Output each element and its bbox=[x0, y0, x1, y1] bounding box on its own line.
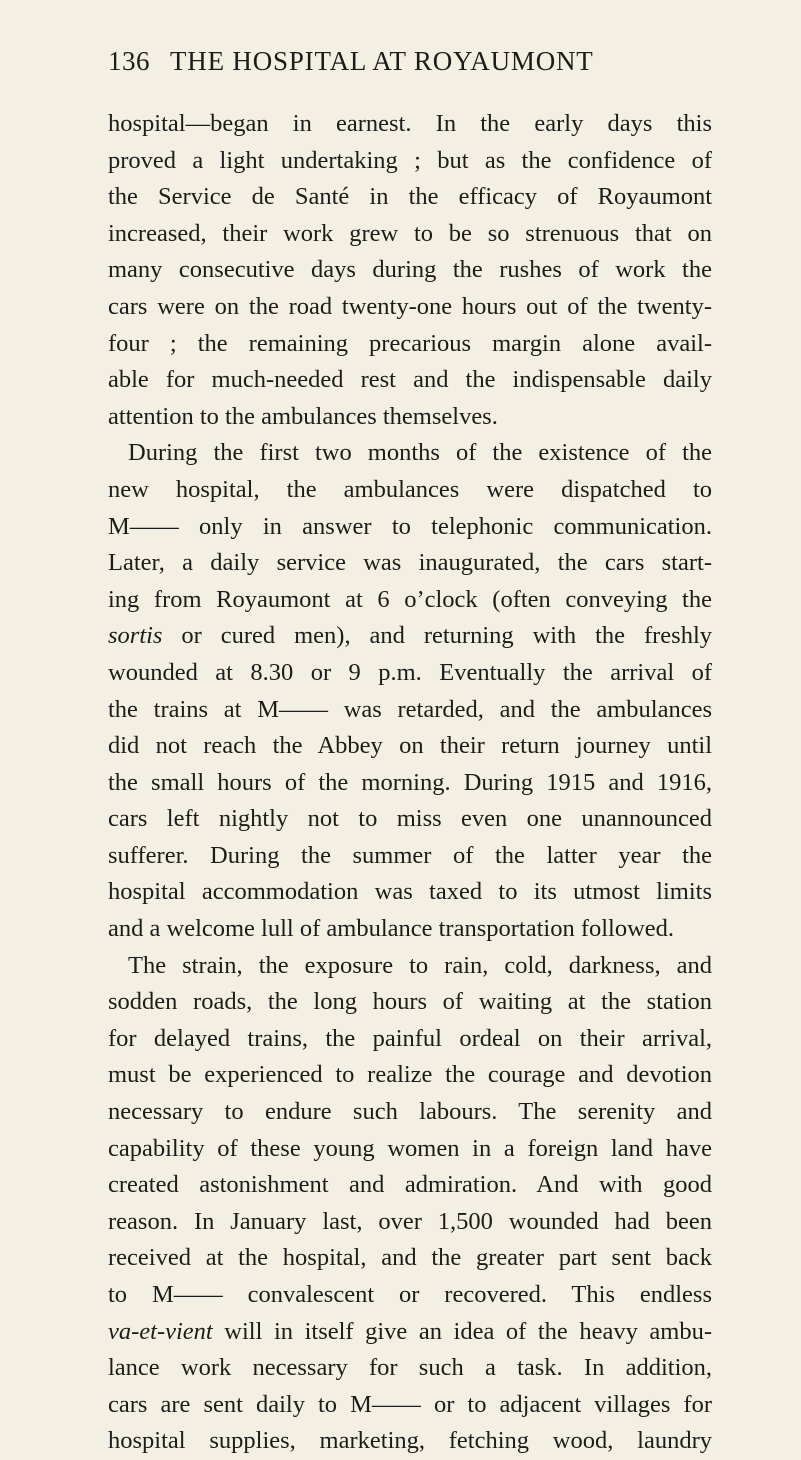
italic-text: sortis bbox=[108, 622, 163, 650]
text-segment: the trains at M—— was retarded, and the ambulances bbox=[108, 695, 712, 723]
text-line bbox=[108, 252, 712, 289]
italic-text: va-et-vient bbox=[108, 1317, 213, 1345]
text-line bbox=[108, 179, 712, 216]
text-segment: necessary to endure such labours. The serenity and bbox=[108, 1098, 712, 1126]
text-line bbox=[108, 1277, 712, 1314]
text-line bbox=[108, 692, 712, 729]
text-line bbox=[108, 1240, 712, 1277]
text-segment: for delayed trains, the painful ordeal on their arrival, bbox=[108, 1024, 712, 1052]
text-segment: able for much-needed rest and the indispensable daily bbox=[108, 366, 712, 394]
text-segment: cars were on the road twenty-one hours out of the twenty- bbox=[108, 292, 712, 320]
text-segment: sodden roads, the long hours of waiting at the station bbox=[108, 988, 712, 1016]
text-line bbox=[108, 1204, 712, 1241]
text-segment: did not reach the Abbey on their return journey until bbox=[108, 732, 712, 760]
text-line bbox=[108, 1094, 712, 1131]
text-segment: capability of these young women in a foreign land have bbox=[108, 1134, 712, 1162]
text-segment: cars left nightly not to miss even one unannounced bbox=[108, 805, 712, 833]
text-segment: many consecutive days during the rushes of work the bbox=[108, 256, 712, 284]
text-line bbox=[108, 911, 712, 948]
text-segment: reason. In January last, over 1,500 wounded had been bbox=[108, 1207, 712, 1235]
text-segment: increased, their work grew to be so strenuous that on bbox=[108, 219, 712, 247]
page-number: 136 bbox=[108, 46, 150, 76]
text-line bbox=[108, 838, 712, 875]
text-segment: hospital accommodation was taxed to its utmost limits bbox=[108, 878, 712, 906]
running-head bbox=[108, 46, 712, 86]
running-title: THE HOSPITAL AT ROYAUMONT bbox=[170, 46, 594, 76]
text-segment: During the first two months of the existence of the bbox=[128, 439, 712, 467]
text-line bbox=[108, 289, 712, 326]
text-segment: lance work necessary for such a task. In addition, bbox=[108, 1354, 712, 1382]
text-line bbox=[108, 582, 712, 619]
text-segment: cars are sent daily to M—— or to adjacent villages for bbox=[108, 1390, 712, 1418]
text-line bbox=[108, 1021, 712, 1058]
text-line bbox=[108, 655, 712, 692]
text-segment: must be experienced to realize the courage and devotion bbox=[108, 1061, 712, 1089]
text-segment: created astonishment and admiration. And with good bbox=[108, 1171, 712, 1199]
text-segment: proved a light undertaking ; but as the confidence of bbox=[108, 146, 712, 174]
body-text bbox=[108, 106, 712, 1460]
text-line bbox=[108, 472, 712, 509]
text-segment: will in itself give an idea of the heavy ambu- bbox=[212, 1317, 712, 1345]
text-line bbox=[108, 1131, 712, 1168]
text-segment: four ; the remaining precarious margin alone avail- bbox=[108, 329, 712, 357]
text-segment: or cured men), and returning with the freshly bbox=[162, 622, 712, 650]
text-line bbox=[108, 509, 712, 546]
text-line bbox=[108, 326, 712, 363]
text-line bbox=[108, 362, 712, 399]
text-line bbox=[108, 545, 712, 582]
text-line bbox=[108, 618, 712, 655]
text-segment: the Service de Santé in the efficacy of Royaumont bbox=[108, 183, 712, 211]
text-line bbox=[108, 984, 712, 1021]
text-line bbox=[108, 1387, 712, 1424]
text-segment: Later, a daily service was inaugurated, the cars start- bbox=[108, 549, 712, 577]
text-segment: M—— only in answer to telephonic communication. bbox=[108, 512, 712, 540]
text-segment: the small hours of the morning. During 1915 and 1916, bbox=[108, 768, 712, 796]
text-line bbox=[108, 765, 712, 802]
text-line bbox=[108, 143, 712, 180]
text-segment: and a welcome lull of ambulance transportation followed. bbox=[108, 915, 675, 943]
text-segment: received at the hospital, and the greater part sent back bbox=[108, 1244, 712, 1272]
text-segment: ing from Royaumont at 6 o’clock (often conveying the bbox=[108, 585, 712, 613]
text-segment: attention to the ambulances themselves. bbox=[108, 402, 498, 430]
text-segment: new hospital, the ambulances were dispatched to bbox=[108, 475, 712, 503]
text-line bbox=[108, 1350, 712, 1387]
text-line bbox=[108, 874, 712, 911]
text-segment: The strain, the exposure to rain, cold, darkness, and bbox=[128, 951, 712, 979]
text-line bbox=[108, 1314, 712, 1351]
text-line bbox=[108, 1057, 712, 1094]
text-line bbox=[108, 216, 712, 253]
text-segment: sufferer. During the summer of the latter year the bbox=[108, 841, 712, 869]
text-segment: to M—— convalescent or recovered. This endless bbox=[108, 1281, 712, 1308]
text-line bbox=[108, 106, 712, 143]
text-segment: hospital supplies, marketing, fetching wood, laundry bbox=[108, 1427, 712, 1455]
text-line bbox=[108, 435, 712, 472]
text-segment: hospital—began in earnest. In the early days this bbox=[108, 110, 712, 137]
text-line bbox=[108, 1167, 712, 1204]
text-line bbox=[108, 948, 712, 985]
text-line bbox=[108, 1423, 712, 1460]
text-segment: wounded at 8.30 or 9 p.m. Eventually the arrival of bbox=[108, 658, 712, 686]
text-line bbox=[108, 801, 712, 838]
text-line bbox=[108, 399, 712, 436]
text-line bbox=[108, 728, 712, 765]
